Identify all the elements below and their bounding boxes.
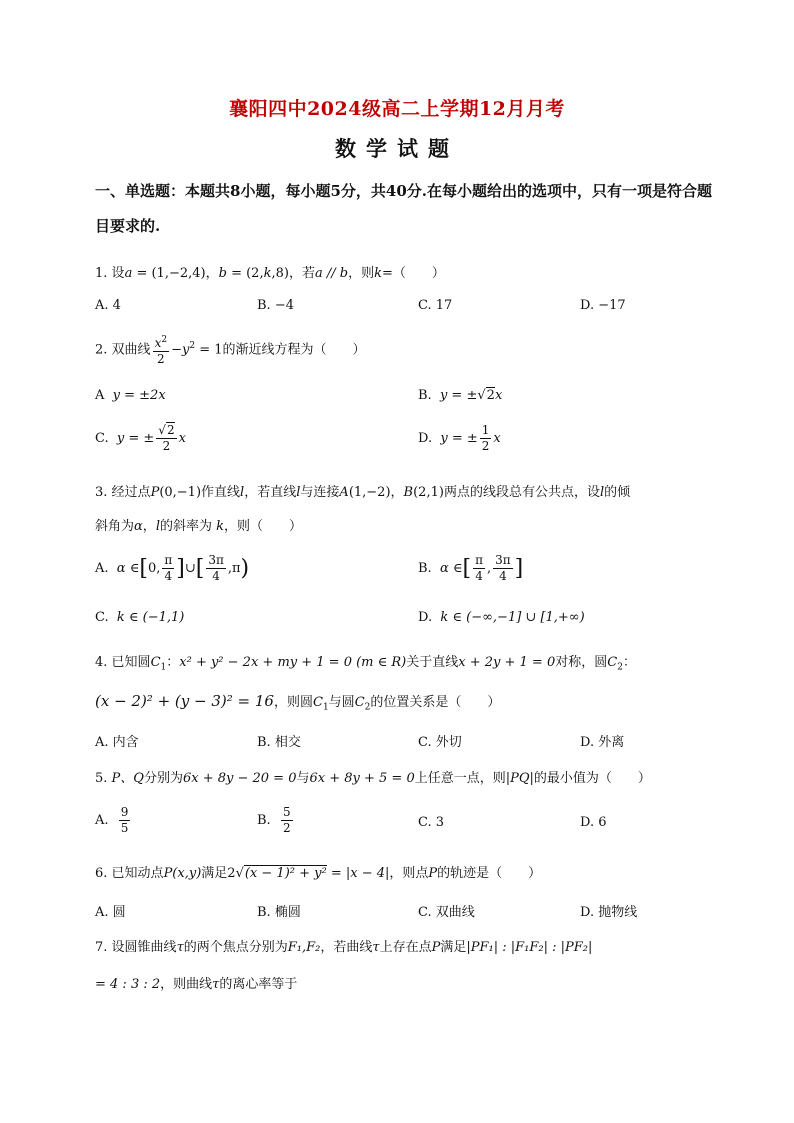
question-6: 6. 已知动点P(x,y)满足2√(x − 1)² + y² = |x − 4|，则点P的轨迹是（ ） — [95, 866, 542, 881]
q4-option-d: D. 外离 — [580, 735, 625, 750]
q5-option-a: A. $\frac{9}{5}$ — [95, 805, 129, 835]
question-4-line-2: (x − 2)² + (y − 3)² = 16，则圆$C_1$与圆$C_2$的位置关系是（ ） — [95, 692, 501, 713]
q3-option-c: C. k ∈ (−1,1) — [95, 610, 185, 625]
q1-option-d: D. −17 — [580, 298, 626, 313]
section-heading-single-choice: 一、单选题：本题共8小题，每小题5分，共40分.在每小题给出的选项中，只有一项是符合题目要求的. — [95, 182, 712, 235]
q3-option-a: A. α ∈[0, $\frac{\pi}{4}$ ]∪[ $\frac{3\pi}{4}$ ,π) — [95, 553, 250, 583]
question-7-line-2: = 4 : 3 : 2，则曲线τ的离心率等于 — [95, 977, 298, 992]
q4-option-a: A. 内含 — [95, 735, 139, 750]
q4-option-c: C. 外切 — [418, 735, 462, 750]
q4-option-b: B. 相交 — [257, 735, 301, 750]
q5-option-c: C. 3 — [418, 815, 445, 830]
q5-option-d: D. 6 — [580, 815, 607, 830]
question-3-line-2: 斜角为α，l的斜率为 k，则（ ） — [95, 519, 303, 534]
q1-number: 1. — [95, 266, 108, 281]
q6-option-a: A. 圆 — [95, 905, 126, 920]
subject-title: 数学试题 — [335, 136, 459, 161]
question-5: 5. P、Q分别为6x + 8y − 20 = 0与6x + 8y + 5 = 0上任意一点，则|PQ|的最小值为（ ） — [95, 771, 651, 786]
q6-option-b: B. 椭圆 — [257, 905, 301, 920]
q2-option-b: B. y = ±√2x — [418, 388, 503, 403]
question-4-line-1: 4. 已知圆$C_1$：x² + y² − 2x + my + 1 = 0 (m ∈ R)关于直线x + 2y + 1 = 0对称，圆$C_2$： — [95, 655, 636, 673]
q2-option-a: A y = ±2x — [95, 388, 166, 403]
question-2: 2. 双曲线 $\frac{x^2}{2}$ $-y^2 = 1$的渐近线方程为（ ） — [95, 335, 366, 366]
q6-option-d: D. 抛物线 — [580, 905, 638, 920]
q2-option-c: C. y = ± $\frac{√2}{2}$ x — [95, 423, 186, 453]
q2-option-d: D. y = ± $\frac{1}{2}$ x — [418, 423, 501, 453]
q1-option-c: C. 17 — [418, 298, 453, 313]
q1-option-b: B. −4 — [257, 298, 294, 313]
question-3-line-1: 3. 经过点P(0,−1)作直线l，若直线l与连接A(1,−2)，B(2,1)两点的线段总有公共点，设l的倾 — [95, 485, 631, 500]
school-title: 襄阳四中2024级高二上学期12月月考 — [229, 98, 565, 120]
q3-option-b: B. α ∈[ $\frac{\pi}{4}$ , $\frac{3\pi}{4}$ ] — [418, 553, 524, 583]
question-1: 1. 设a = (1,−2,4)，b = (2,k,8)，若a // b，则k=（ ） — [95, 266, 445, 281]
q1-option-a: A. 4 — [95, 298, 121, 313]
question-7-line-1: 7. 设圆锥曲线τ的两个焦点分别为F₁,F₂，若曲线τ上存在点P满足|PF₁| : |F₁F₂| : |PF₂| — [95, 940, 593, 955]
q6-option-c: C. 双曲线 — [418, 905, 475, 920]
q3-option-d: D. k ∈ (−∞,−1] ∪ [1,+∞) — [418, 610, 585, 625]
q5-option-b: B. $\frac{5}{2}$ — [257, 805, 291, 835]
